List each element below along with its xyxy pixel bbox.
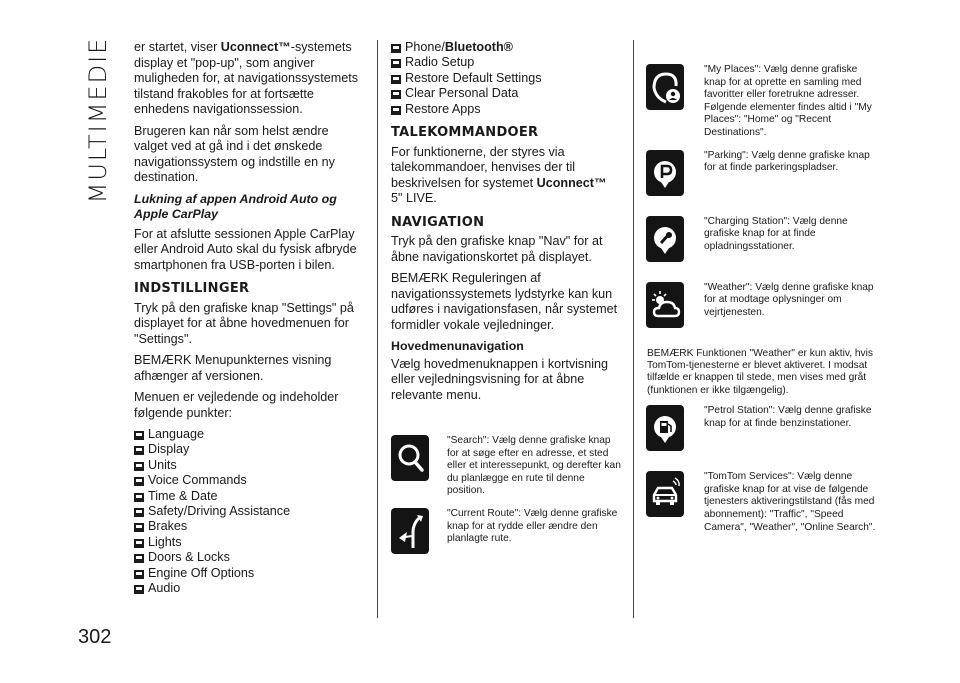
list-item: [134, 535, 362, 550]
my-places-entry: [647, 64, 879, 140]
column-divider: [633, 40, 634, 618]
checkbox-bullet-icon: [134, 462, 144, 471]
paragraph: Tryk på den grafiske knap "Nav" for at åbne navigationskortet på displayet.: [391, 234, 603, 264]
icon-description: "Weather": Vælg denne grafiske knap for at modtage oplysninger om vejrtjenesten.: [704, 281, 874, 318]
petrol-station-entry: [647, 405, 879, 461]
checkbox-bullet-icon: [391, 59, 401, 68]
paragraph: For at afslutte sessionen Apple CarPlay eller Android Auto skal du fysisk afbryde smartphonen fra USB-porten i bilen.: [134, 226, 357, 272]
list-item: [134, 504, 362, 519]
text: 5" LIVE.: [391, 191, 437, 206]
icon-description: "My Places": Vælg denne grafiske knap for at oprette en samling med favoritter eller foretrukne adresser. Følgende elementer findes altid i "My Places": "Home" og "Recent Destinations".: [704, 64, 872, 138]
weather-icon: [646, 282, 684, 328]
paragraph: Brugeren kan når som helst ændre valget ved at gå ind i det ønskede navigationssystem og indstille en ny destination.: [134, 123, 335, 184]
menu-item-label: Language: [148, 427, 205, 441]
checkbox-bullet-icon: [391, 106, 401, 115]
section-title-text: MULTIMEDIE: [84, 36, 112, 204]
subheading: Hovedmenunavigation: [391, 339, 524, 354]
list-item: [134, 458, 362, 473]
checkbox-bullet-icon: [134, 570, 144, 579]
checkbox-bullet-icon: [134, 523, 144, 532]
column-2: [391, 40, 621, 574]
menu-item-label: Restore Apps: [405, 101, 481, 116]
menu-item-label: Engine Off Options: [148, 565, 255, 580]
checkbox-bullet-icon: [134, 585, 144, 594]
menu-item-label: Safety/Driving Assistance: [148, 504, 291, 519]
column-divider: [377, 40, 378, 618]
section-heading: INDSTILLINGER: [134, 281, 250, 296]
menu-item-label: Units: [148, 457, 177, 472]
brand-name: Uconnect™: [220, 40, 291, 54]
list-item: [391, 55, 621, 70]
checkbox-bullet-icon: [391, 90, 401, 99]
note: BEMÆRK Funktionen "Weather" er kun aktiv, hvis TomTom-tjenesterne er blevet aktiveret. I modsat tilfælde er knappen til stede, men vises med gråt (funktionen er ikke tilgængelig).: [647, 347, 873, 396]
list-item: [134, 489, 362, 504]
note: BEMÆRK Reguleringen af navigationssystemets lydstyrke kan kun udføres i navigationsfasen, når systemet formidler vokale vejledninger.: [391, 271, 618, 332]
tomtom-services-entry: [647, 471, 879, 534]
list-item: [134, 427, 362, 442]
checkbox-bullet-icon: [134, 508, 144, 517]
search-icon: [391, 435, 429, 481]
subheading: Lukning af appen Android Auto og Apple CarPlay: [134, 191, 337, 221]
checkbox-bullet-icon: [134, 477, 144, 486]
section-heading: TALEKOMMANDOER: [391, 125, 539, 141]
list-item: [134, 566, 362, 581]
menu-item-label: Doors & Locks: [148, 550, 230, 565]
page-number: 302: [78, 626, 112, 648]
parking-entry: [647, 150, 879, 206]
current-route-icon: [391, 508, 429, 554]
section-title: [80, 36, 116, 204]
checkbox-bullet-icon: [134, 539, 144, 548]
menu-item-label: Phone/: [405, 40, 445, 54]
checkbox-bullet-icon: [391, 75, 401, 84]
menu-item-label: Brakes: [148, 519, 188, 534]
charging-station-entry: [647, 216, 879, 272]
list-item: [391, 86, 621, 101]
paragraph: Vælg hovedmenuknappen i kortvisning eller vejledningsvisning for at åbne relevante menu.: [391, 356, 609, 402]
brand-name: Bluetooth®: [444, 40, 513, 54]
list-item: [134, 442, 362, 457]
parking-icon: [646, 150, 684, 196]
weather-entry: [647, 282, 879, 338]
list-item: [134, 519, 362, 534]
list-item: [391, 71, 621, 86]
paragraph: [134, 40, 362, 118]
petrol-station-icon: [646, 405, 684, 451]
menu-item-label: Time & Date: [148, 488, 218, 503]
list-item: [391, 102, 621, 117]
charging-station-icon: [646, 216, 684, 262]
column-1: [134, 40, 362, 600]
brand-name: Uconnect™: [536, 175, 607, 190]
menu-item-label: Voice Commands: [148, 473, 247, 488]
icon-description: "Search": Vælg denne grafiske knap for at søge efter en adresse, et sted eller et interessepunkt, og derefter kan du planlægge en rute til denne position.: [447, 435, 621, 497]
menu-item-label: Display: [148, 442, 190, 457]
icon-description: "Current Route": Vælg denne grafiske knap for at rydde eller ændre den planlagte rute.: [447, 508, 618, 545]
tomtom-services-icon: [646, 471, 684, 517]
checkbox-bullet-icon: [391, 44, 401, 53]
checkbox-bullet-icon: [134, 431, 144, 440]
paragraph: Tryk på den grafiske knap "Settings" på displayet for at åbne hovedmenuen for "Settings".: [134, 300, 354, 346]
menu-item-label: Audio: [148, 581, 181, 596]
icon-description: "Petrol Station": Vælg denne grafiske knap for at finde benzinstationer.: [704, 405, 872, 429]
menu-item-label: Clear Personal Data: [405, 86, 519, 101]
paragraph: Menuen er vejledende og indeholder følgende punkter:: [134, 390, 339, 420]
search-entry: [391, 435, 621, 498]
list-item: [391, 40, 621, 55]
text: For funktionerne, der styres via talekommandoer, henvises der til beskrivelsen for systemet: [391, 144, 576, 190]
list-item: [134, 473, 362, 488]
icon-description: "Parking": Vælg denne grafiske knap for at finde parkeringspladser.: [704, 149, 870, 174]
checkbox-bullet-icon: [134, 446, 144, 455]
checkbox-bullet-icon: [134, 554, 144, 563]
icon-description: "Charging Station": Vælg denne grafiske knap for at finde opladningsstationer.: [704, 215, 848, 252]
checkbox-bullet-icon: [134, 493, 144, 502]
text: er startet, viser: [134, 40, 221, 54]
note: BEMÆRK Menupunkternes visning afhænger af versionen.: [134, 353, 332, 383]
menu-item-label: Restore Default Settings: [405, 70, 542, 85]
list-item: [134, 581, 362, 596]
current-route-entry: [391, 508, 621, 564]
menu-item-label: Lights: [148, 534, 182, 549]
settings-menu-list-continued: [391, 40, 621, 117]
text: -systemets display et "pop-up", som angiver muligheden for, at navigationssystemets tilstand frakobles for at fortsætte enhedens navigationssession.: [134, 40, 359, 116]
column-3: [647, 40, 879, 544]
settings-menu-list: [134, 427, 362, 596]
icon-description: "TomTom Services": Vælg denne grafiske knap for at vise de følgende tjenesters aktiveringstilstand (fås med abonnement): "Traffic", "Speed Camera", "Weather", "Online Search".: [704, 471, 876, 533]
list-item: [134, 550, 362, 565]
section-heading: NAVIGATION: [391, 214, 485, 230]
menu-item-label: Radio Setup: [405, 55, 475, 70]
my-places-icon: [646, 64, 684, 110]
paragraph: [391, 145, 621, 207]
